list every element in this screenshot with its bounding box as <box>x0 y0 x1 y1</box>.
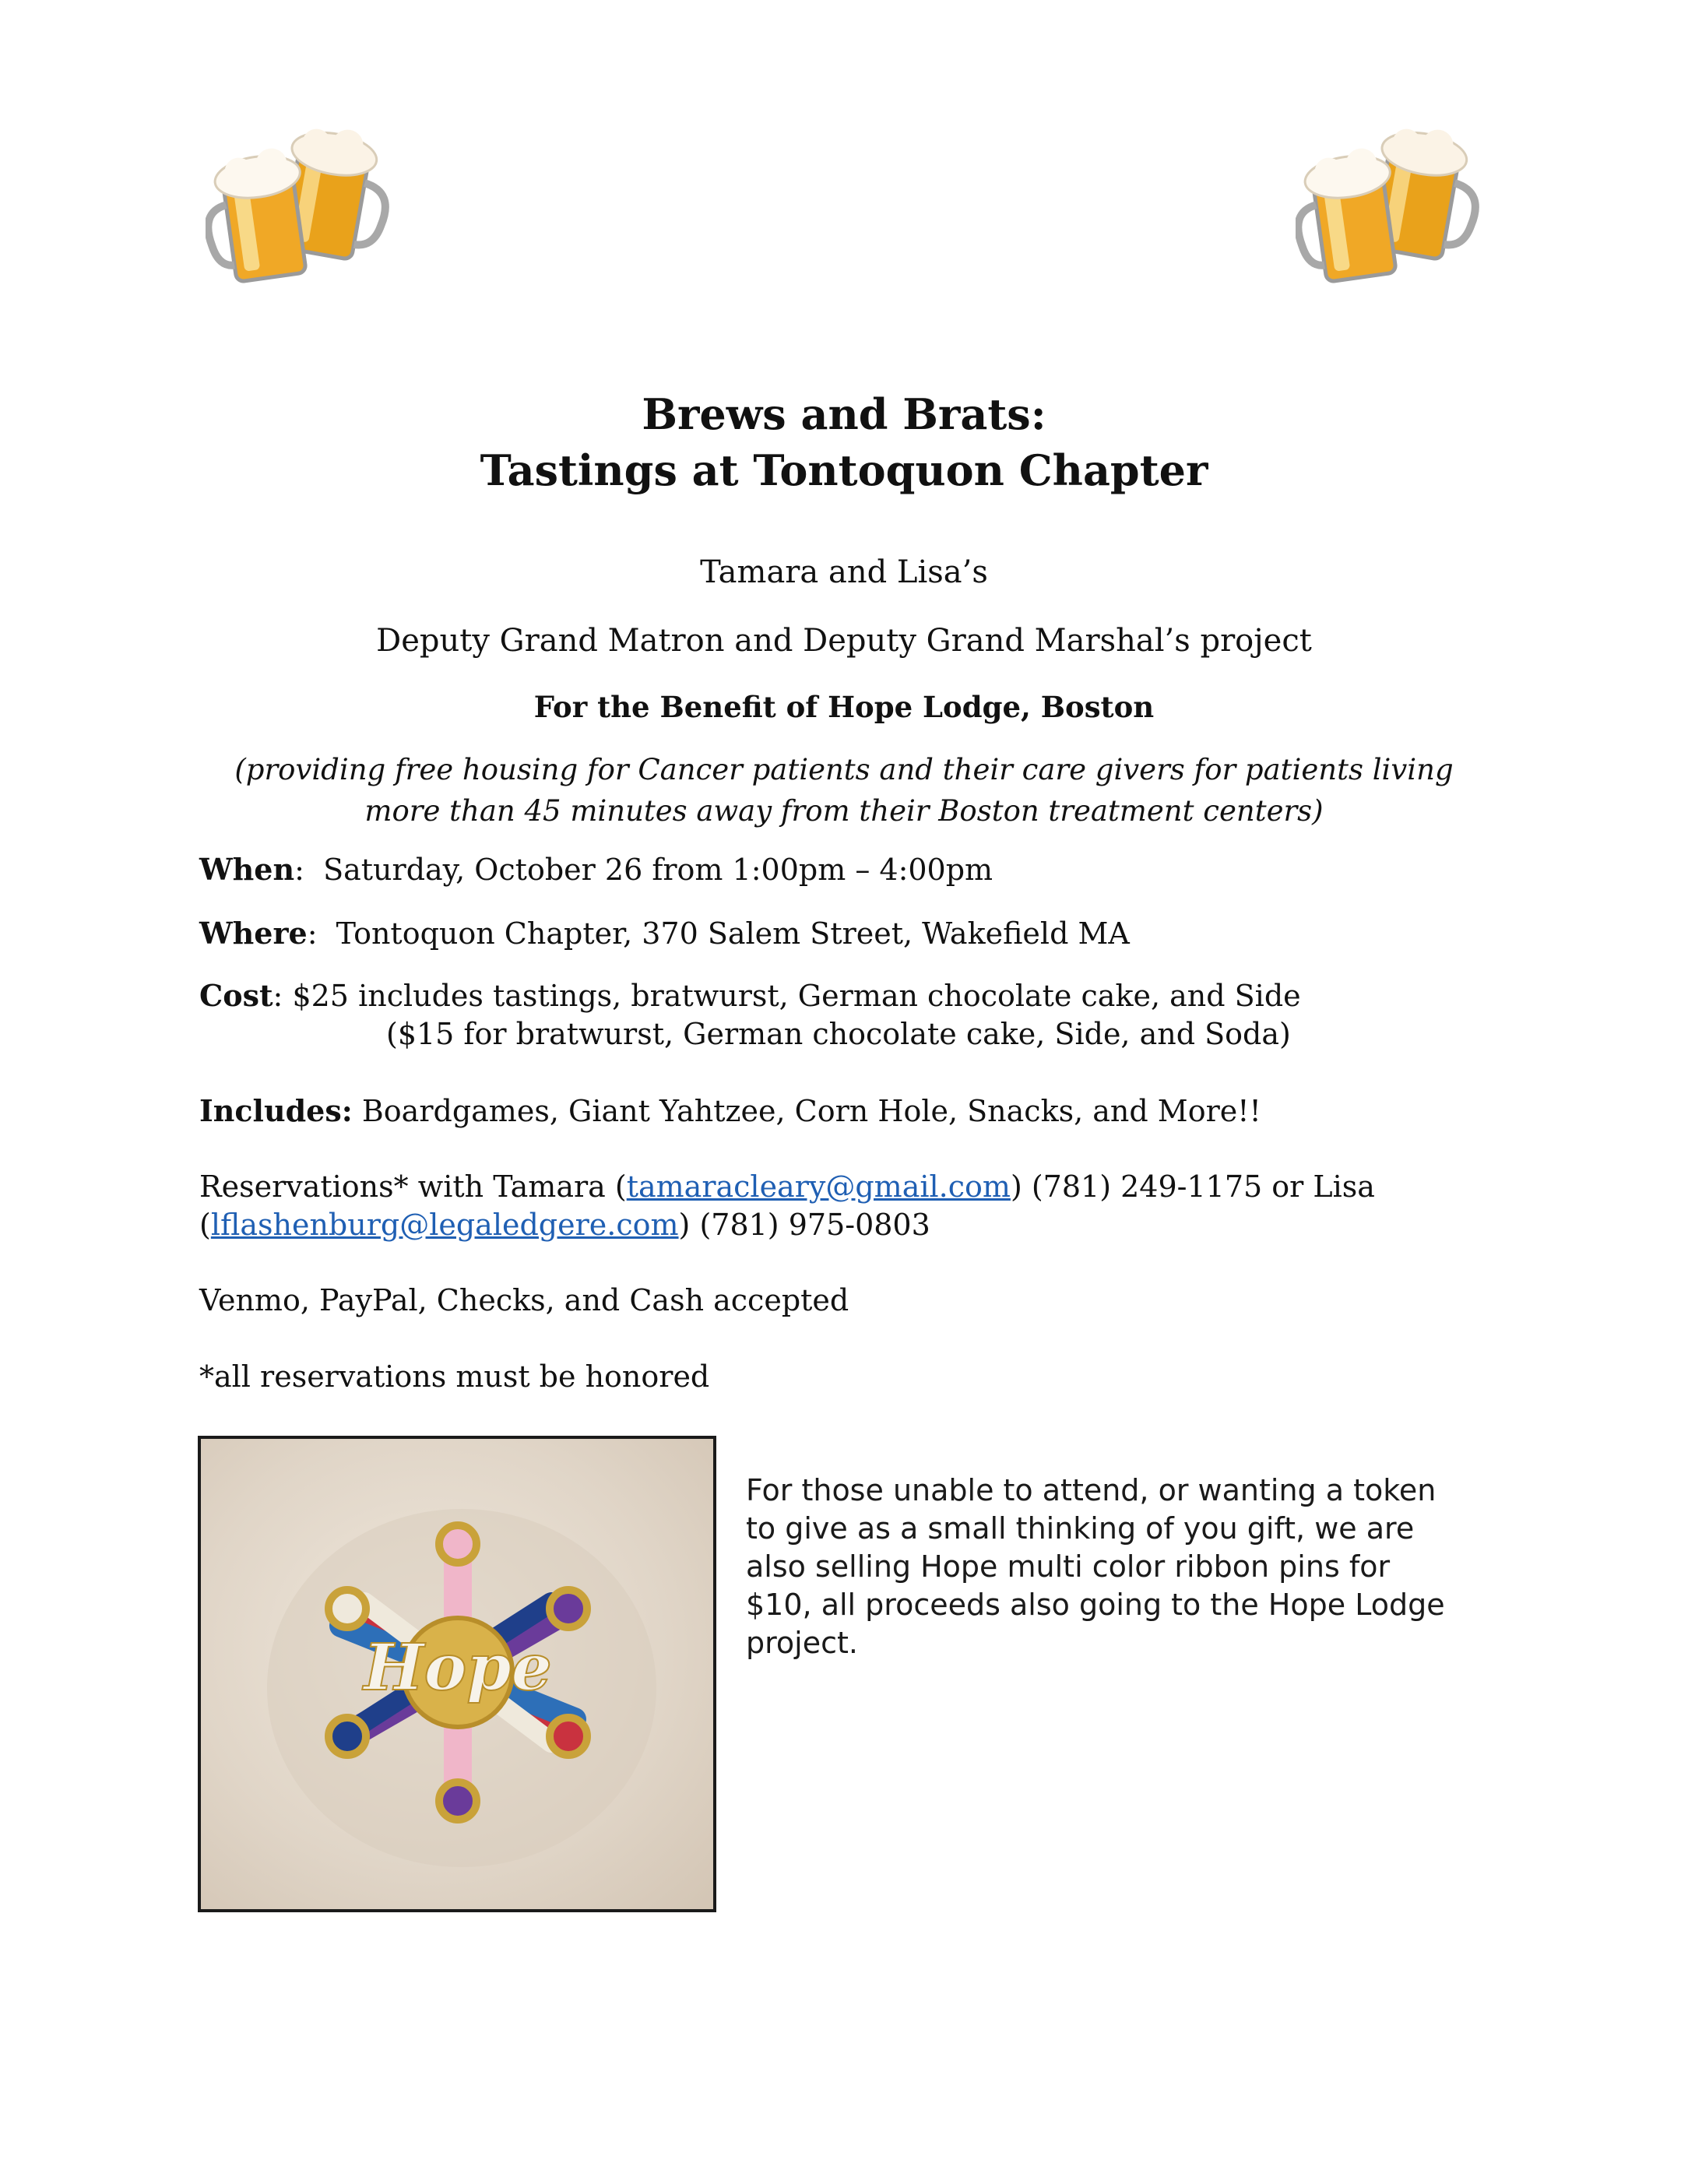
cost-sep: : <box>273 979 283 1013</box>
hope-pin-image <box>201 1439 713 1909</box>
pin-sale-line: to give as a small thinking of you gift, we are <box>746 1511 1415 1546</box>
pin-sale-line: also selling Hope multi color ribbon pins for <box>746 1549 1391 1584</box>
footnote-line: *all reservations must be honored <box>199 1359 710 1394</box>
hope-pin-photo <box>198 1436 716 1912</box>
when-sep: : <box>294 853 304 887</box>
reservations-line <box>199 1169 1375 1204</box>
cost-label: Cost <box>199 978 273 1013</box>
where-line <box>199 916 1130 951</box>
when-value: Saturday, October 26 from 1:00pm – 4:00pm <box>323 853 993 887</box>
pin-sale-line: $10, all proceeds also going to the Hope Lodge <box>746 1588 1445 1622</box>
where-label: Where <box>199 916 308 951</box>
includes-line <box>199 1093 1261 1128</box>
benefit-line: For the Benefit of Hope Lodge, Boston <box>533 690 1155 724</box>
when-line <box>199 852 993 887</box>
pin-sale-line: project. <box>746 1626 858 1660</box>
includes-label: Includes: <box>199 1093 353 1128</box>
where-sep: : <box>307 916 318 951</box>
hosts-line: Tamara and Lisa’s <box>700 554 988 590</box>
pin-sale-line: For those unable to attend, or wanting a token <box>746 1473 1437 1507</box>
cost-value: $25 includes tastings, bratwurst, German chocolate cake, and Side <box>292 979 1301 1013</box>
includes-value: Boardgames, Giant Yahtzee, Corn Hole, Snacks, and More!! <box>361 1094 1261 1128</box>
description <box>0 749 1688 832</box>
page-title: Brews and Brats: <box>642 389 1046 439</box>
pin-hope-text: Hope <box>364 1630 552 1705</box>
project-line: Deputy Grand Matron and Deputy Grand Marshal’s project <box>376 623 1312 659</box>
reservations-open: ( <box>199 1208 211 1242</box>
when-label: When <box>199 852 295 887</box>
tamara-email-link[interactable]: tamaracleary@gmail.com <box>626 1169 1011 1204</box>
page-title-line2: Tastings at Tontoquon Chapter <box>480 445 1208 495</box>
reservations-suffix: ) (781) 975-0803 <box>678 1208 930 1242</box>
beer-mugs-icon <box>1296 114 1482 293</box>
description-line: (providing free housing for Cancer patients and their care givers for patients living <box>234 753 1454 786</box>
pin-sale-text <box>746 1472 1493 1662</box>
lisa-email-link[interactable]: lflashenburg@legaledgere.com <box>210 1208 679 1242</box>
reservations-mid: ) (781) 249-1175 or Lisa <box>1010 1169 1375 1204</box>
payment-line: Venmo, PayPal, Checks, and Cash accepted <box>199 1283 849 1317</box>
description-line: more than 45 minutes away from their Boston treatment centers) <box>364 794 1324 828</box>
cost-line <box>199 978 1301 1013</box>
reservations-line2 <box>199 1208 930 1242</box>
beer-mugs-icon <box>206 114 392 293</box>
reservations-prefix: Reservations* with Tamara ( <box>199 1169 627 1204</box>
cost-alt-line: ($15 for bratwurst, German chocolate cake, Side, and Soda) <box>386 1017 1291 1051</box>
where-value: Tontoquon Chapter, 370 Salem Street, Wakefield MA <box>336 916 1130 951</box>
